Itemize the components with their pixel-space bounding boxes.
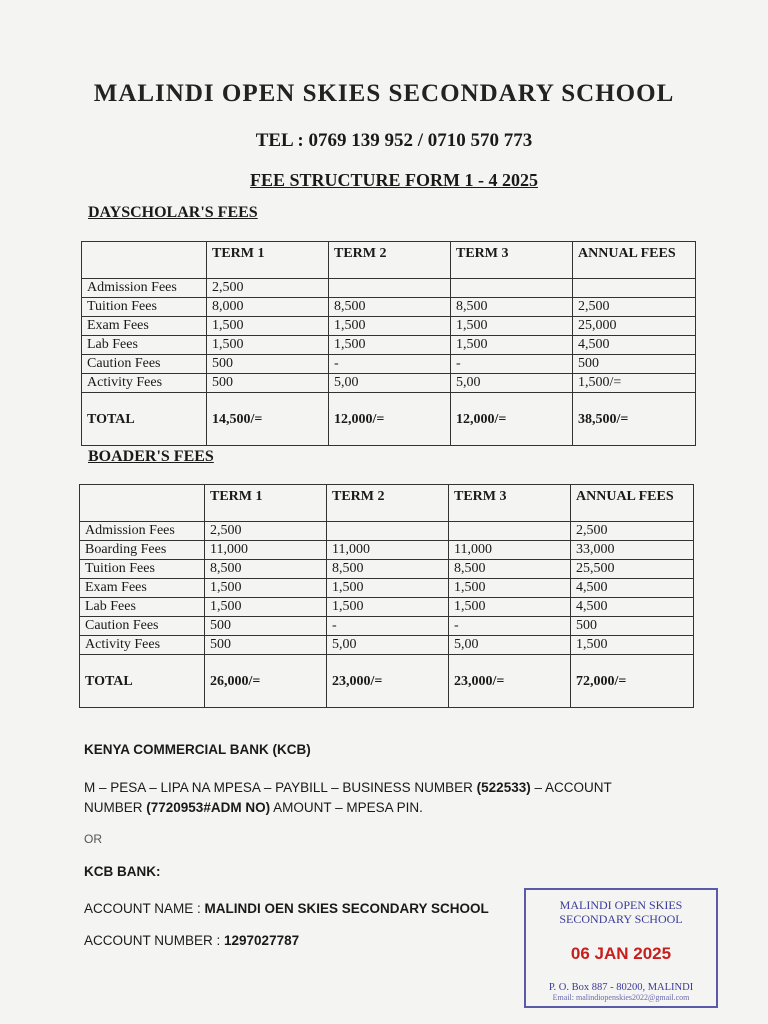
term1-total: 14,500/=	[207, 393, 329, 446]
table-row	[82, 279, 696, 298]
term2-cell: 8,500	[327, 560, 449, 579]
annual-total: 72,000/=	[571, 655, 694, 708]
row-label: Activity Fees	[80, 636, 205, 655]
school-name: MALINDI OPEN SKIES SECONDARY SCHOOL	[93, 80, 675, 107]
table-row	[80, 598, 694, 617]
annual-cell: 500	[573, 355, 696, 374]
term2-cell: 1,500	[327, 579, 449, 598]
row-label: Exam Fees	[82, 317, 207, 336]
dayscholar-fees-table	[81, 241, 696, 446]
term2-cell	[327, 522, 449, 541]
term1-cell: 500	[207, 355, 329, 374]
account-number-format: (7720953#ADM NO)	[146, 800, 271, 815]
row-label: Admission Fees	[82, 279, 207, 298]
term1-cell: 8,000	[207, 298, 329, 317]
school-stamp	[524, 888, 718, 1008]
row-label: Boarding Fees	[80, 541, 205, 560]
term1-total: 26,000/=	[205, 655, 327, 708]
table-row	[80, 522, 694, 541]
column-header-annual: ANNUAL FEES	[573, 242, 696, 279]
term3-cell: 1,500	[449, 579, 571, 598]
annual-cell: 2,500	[573, 298, 696, 317]
table-row	[82, 298, 696, 317]
annual-cell: 2,500	[571, 522, 694, 541]
annual-cell: 1,500	[571, 636, 694, 655]
column-header-term2: TERM 2	[329, 242, 451, 279]
mpesa-text: AMOUNT – MPESA PIN.	[270, 800, 423, 815]
term1-cell: 500	[205, 617, 327, 636]
term3-cell: 11,000	[449, 541, 571, 560]
row-label: Lab Fees	[82, 336, 207, 355]
row-label: Exam Fees	[80, 579, 205, 598]
column-header-term1: TERM 1	[205, 485, 327, 522]
column-header-annual: ANNUAL FEES	[571, 485, 694, 522]
stamp-email: Email: malindiopenskies2022@gmail.com	[552, 993, 690, 1002]
term3-cell: 1,500	[451, 336, 573, 355]
term3-cell	[449, 522, 571, 541]
term1-cell: 2,500	[205, 522, 327, 541]
row-label: Caution Fees	[80, 617, 205, 636]
term3-cell	[451, 279, 573, 298]
annual-cell: 4,500	[571, 598, 694, 617]
term3-cell: 5,00	[451, 374, 573, 393]
account-number-value: 1297027787	[224, 933, 300, 948]
term1-cell: 2,500	[207, 279, 329, 298]
term2-cell	[329, 279, 451, 298]
stamp-school-name: MALINDI OPEN SKIES SECONDARY SCHOOL	[559, 898, 683, 926]
term1-cell: 1,500	[205, 598, 327, 617]
term2-cell: 11,000	[327, 541, 449, 560]
term1-cell: 11,000	[205, 541, 327, 560]
phone-numbers: TEL : 0769 139 952 / 0710 570 773	[255, 130, 533, 151]
table-row	[82, 317, 696, 336]
table-row	[82, 374, 696, 393]
table-row	[80, 541, 694, 560]
table-row	[80, 560, 694, 579]
term3-cell: -	[449, 617, 571, 636]
table-row	[80, 636, 694, 655]
row-label: Tuition Fees	[80, 560, 205, 579]
kcb-bank-label: KCB BANK:	[84, 864, 161, 879]
mpesa-text: NUMBER	[84, 800, 147, 815]
term2-cell: 5,00	[327, 636, 449, 655]
annual-cell: 4,500	[573, 336, 696, 355]
stamp-address: P. O. Box 887 - 80200, MALINDI	[548, 982, 694, 993]
column-header-term2: TERM 2	[327, 485, 449, 522]
or-text: OR	[84, 832, 102, 846]
annual-cell	[573, 279, 696, 298]
stamp-date: 06 JAN 2025	[570, 944, 672, 963]
table-row	[80, 617, 694, 636]
term2-cell: 5,00	[329, 374, 451, 393]
term3-total: 23,000/=	[449, 655, 571, 708]
table-row	[82, 355, 696, 374]
fee-structure-title: FEE STRUCTURE FORM 1 - 4 2025	[249, 170, 538, 190]
annual-cell: 1,500/=	[573, 374, 696, 393]
business-number: (522533)	[476, 780, 531, 795]
term1-cell: 1,500	[207, 317, 329, 336]
boarder-fees-table	[79, 484, 694, 708]
dayscholar-heading: DAYSCHOLAR'S FEES	[88, 204, 258, 221]
row-label: Caution Fees	[82, 355, 207, 374]
row-label: Tuition Fees	[82, 298, 207, 317]
mpesa-text: – ACCOUNT	[530, 780, 612, 795]
row-label: Activity Fees	[82, 374, 207, 393]
term2-total: 23,000/=	[327, 655, 449, 708]
annual-cell: 500	[571, 617, 694, 636]
term3-cell: 1,500	[451, 317, 573, 336]
term2-cell: -	[329, 355, 451, 374]
term3-cell: 1,500	[449, 598, 571, 617]
account-name-value: MALINDI OEN SKIES SECONDARY SCHOOL	[204, 901, 489, 916]
column-header-term3: TERM 3	[451, 242, 573, 279]
column-header-term1: TERM 1	[207, 242, 329, 279]
term3-total: 12,000/=	[451, 393, 573, 446]
term3-cell: 8,500	[449, 560, 571, 579]
account-number-label: ACCOUNT NUMBER :	[84, 933, 225, 948]
boarder-heading: BOADER'S FEES	[88, 448, 214, 465]
mpesa-text: M – PESA – LIPA NA MPESA – PAYBILL – BUSINESS NUMBER	[84, 780, 477, 795]
annual-cell: 4,500	[571, 579, 694, 598]
term2-cell: 8,500	[329, 298, 451, 317]
total-row	[80, 655, 694, 708]
term1-cell: 8,500	[205, 560, 327, 579]
term3-cell: -	[451, 355, 573, 374]
account-number-line	[84, 933, 299, 948]
account-name-label: ACCOUNT NAME :	[84, 901, 205, 916]
account-name-line	[84, 901, 489, 916]
total-label: TOTAL	[80, 655, 205, 708]
header-blank-cell	[80, 485, 205, 522]
table-header-row	[80, 485, 694, 522]
term2-cell: -	[327, 617, 449, 636]
term1-cell: 1,500	[207, 336, 329, 355]
term2-cell: 1,500	[327, 598, 449, 617]
term1-cell: 1,500	[205, 579, 327, 598]
row-label: Lab Fees	[80, 598, 205, 617]
term2-total: 12,000/=	[329, 393, 451, 446]
annual-cell: 25,000	[573, 317, 696, 336]
term3-cell: 8,500	[451, 298, 573, 317]
annual-cell: 33,000	[571, 541, 694, 560]
annual-total: 38,500/=	[573, 393, 696, 446]
table-row	[80, 579, 694, 598]
header-blank-cell	[82, 242, 207, 279]
column-header-term3: TERM 3	[449, 485, 571, 522]
row-label: Admission Fees	[80, 522, 205, 541]
annual-cell: 25,500	[571, 560, 694, 579]
total-row	[82, 393, 696, 446]
mpesa-instructions-line1	[84, 780, 612, 795]
table-row	[82, 336, 696, 355]
mpesa-instructions-line2	[84, 800, 423, 815]
bank-heading: KENYA COMMERCIAL BANK (KCB)	[84, 742, 311, 757]
term1-cell: 500	[205, 636, 327, 655]
term1-cell: 500	[207, 374, 329, 393]
term2-cell: 1,500	[329, 336, 451, 355]
total-label: TOTAL	[82, 393, 207, 446]
term3-cell: 5,00	[449, 636, 571, 655]
table-header-row	[82, 242, 696, 279]
term2-cell: 1,500	[329, 317, 451, 336]
